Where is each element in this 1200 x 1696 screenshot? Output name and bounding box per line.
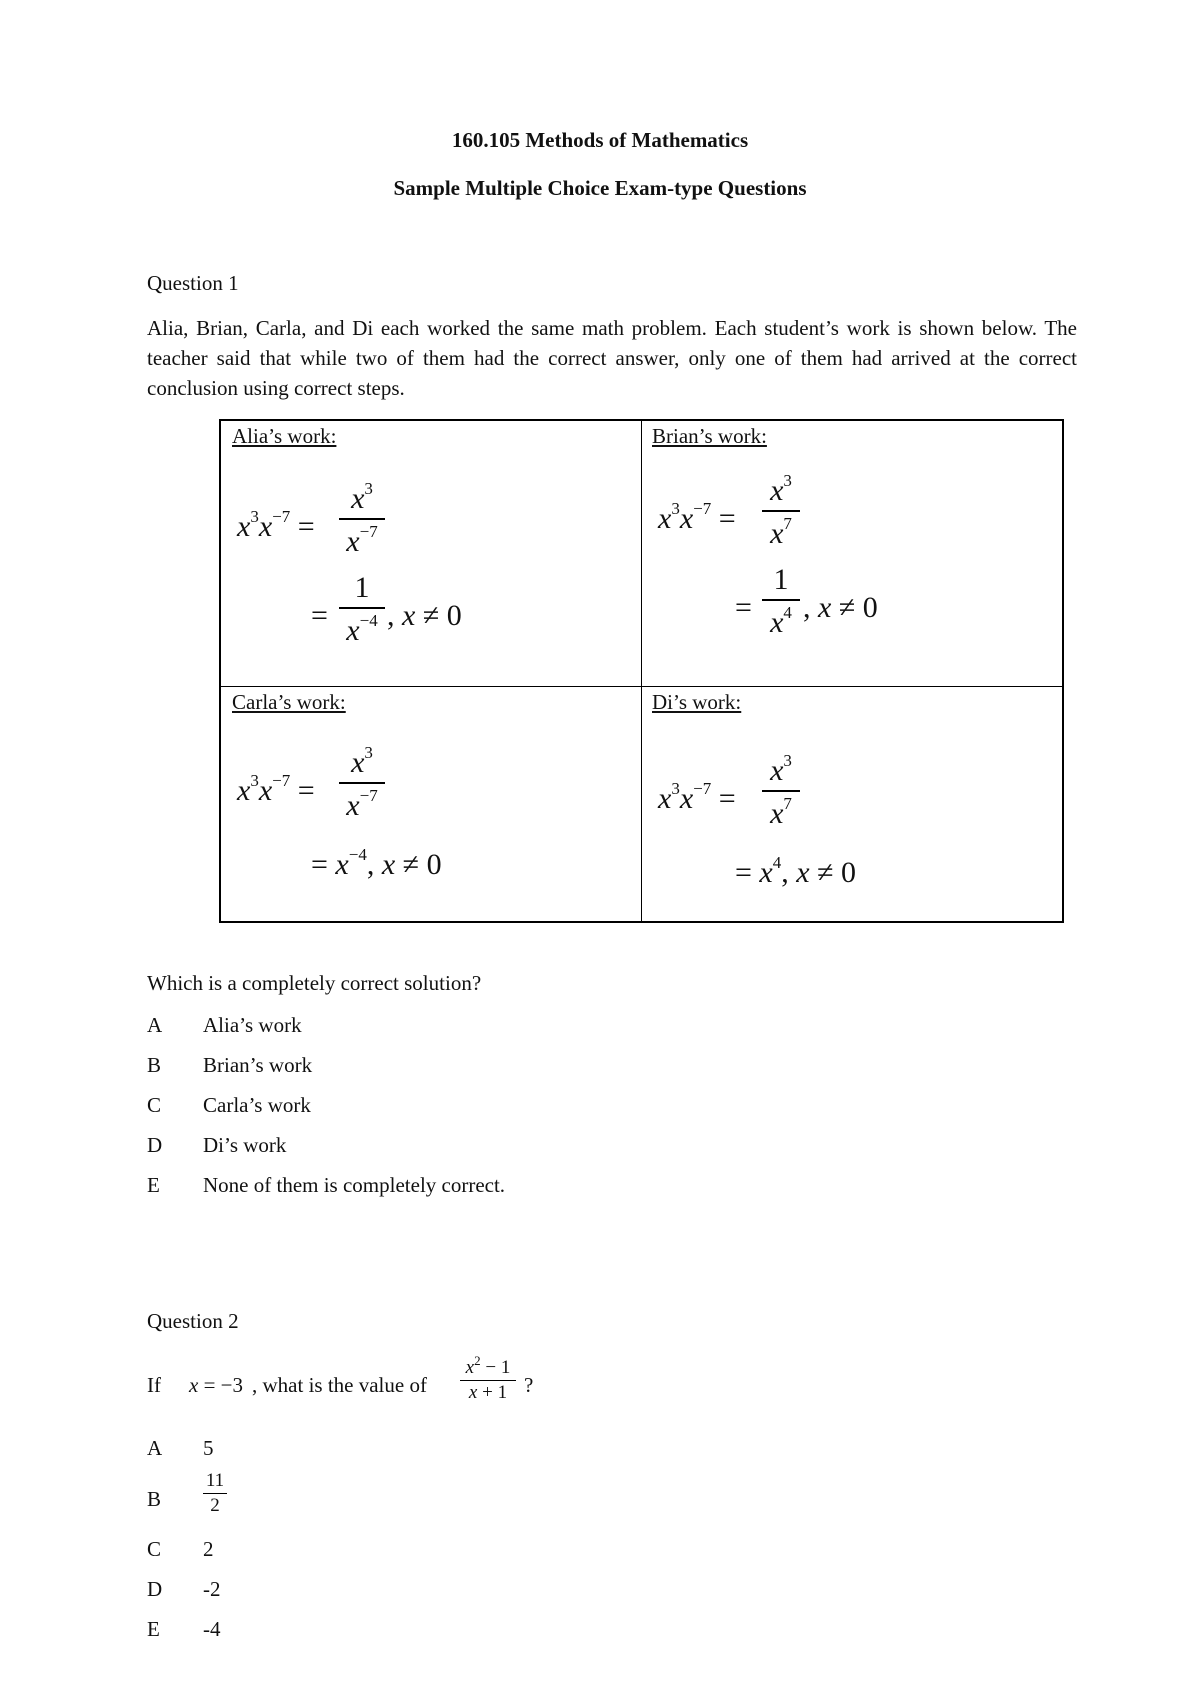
brian-lhs: $x^3x^{-7}$ = <box>658 499 736 535</box>
q1-option-letter-a: A <box>147 1013 163 1037</box>
q2-option-b-denominator: 2 <box>210 1495 220 1516</box>
q2-option-text-a: 5 <box>203 1436 214 1460</box>
question-1-intro: Alia, Brian, Carla, and Di each worked the same math problem. Each student’s work is shown below. The teacher said that while two of them had the correct answer, only one of them had arrived at the correct conclusion using correct steps. <box>147 316 1077 400</box>
q2-option-letter-c: C <box>147 1537 162 1561</box>
alia-lhs: $x^3x^{-7}$ = <box>237 507 315 543</box>
q1-option-letter-c: C <box>147 1093 162 1117</box>
carla-result: = $x^{-4}$, x ≠ 0 <box>311 845 442 881</box>
q1-option-text-e: None of them is completely correct. <box>203 1173 506 1197</box>
q2-option-text-c: 2 <box>203 1537 214 1561</box>
q2-option-text-d: -2 <box>203 1577 221 1601</box>
q1-option-text-d: Di’s work <box>203 1133 287 1157</box>
q2-option-fraction-b <box>203 1470 227 1517</box>
table-divider-vertical <box>641 421 642 921</box>
q2-option-b-numerator: 11 <box>205 1470 225 1491</box>
question-1-prompt: Which is a completely correct solution? <box>147 971 482 995</box>
brian-frac-1: $x^3$ $x^7$ <box>762 471 800 551</box>
page-subtitle: Sample Multiple Choice Exam-type Questions <box>393 176 807 200</box>
question-2-condition: x = −3 <box>189 1373 244 1397</box>
cell-label-di: Di’s work: <box>652 690 742 714</box>
question-2-expression: $x^2 - 1$ x + 1 <box>460 1350 516 1404</box>
q2-option-text-e: -4 <box>203 1617 221 1641</box>
q1-option-letter-e: E <box>147 1173 160 1197</box>
carla-lhs: $x^3x^{-7}$ = <box>237 771 315 807</box>
q1-option-text-b: Brian’s work <box>203 1053 313 1077</box>
brian-frac-2: 1 $x^4$ <box>762 563 800 640</box>
di-frac-1: $x^3$ $x^7$ <box>762 751 800 831</box>
alia-frac-1: $x^3$ $x^{-7}$ <box>339 479 385 559</box>
di-result: = $x^4$, x ≠ 0 <box>735 853 857 889</box>
q1-option-letter-d: D <box>147 1133 163 1157</box>
brian-equals-2: = <box>735 591 752 624</box>
question-2-prompt-middle: , what is the value of <box>252 1373 427 1397</box>
q1-option-text-c: Carla’s work <box>203 1093 311 1117</box>
q1-option-text-a: Alia’s work <box>203 1013 302 1037</box>
question-1-heading: Question 1 <box>147 271 239 295</box>
question-2-prompt-prefix: If <box>147 1373 161 1397</box>
carla-frac-1: $x^3$ $x^{-7}$ <box>339 743 385 823</box>
cell-label-brian: Brian’s work: <box>652 424 767 448</box>
alia-condition: , x ≠ 0 <box>387 599 462 632</box>
student-work-table <box>219 419 1064 923</box>
cell-label-alia: Alia’s work: <box>232 424 337 448</box>
question-2-prompt-suffix: ? <box>524 1373 534 1397</box>
cell-label-carla: Carla’s work: <box>232 690 346 714</box>
alia-equals-2: = <box>311 599 328 632</box>
page-title: 160.105 Methods of Mathematics <box>451 128 749 152</box>
table-divider-horizontal <box>221 686 1062 687</box>
alia-frac-2: 1 $x^{-4}$ <box>339 571 385 648</box>
q2-option-letter-b: B <box>147 1487 162 1511</box>
question-2-heading: Question 2 <box>147 1309 239 1333</box>
q2-option-letter-a: A <box>147 1436 163 1460</box>
brian-condition: , x ≠ 0 <box>803 591 878 624</box>
q1-option-letter-b: B <box>147 1053 162 1077</box>
q2-option-letter-e: E <box>147 1617 160 1641</box>
di-lhs: $x^3x^{-7}$ = <box>658 779 736 815</box>
q2-option-letter-d: D <box>147 1577 163 1601</box>
